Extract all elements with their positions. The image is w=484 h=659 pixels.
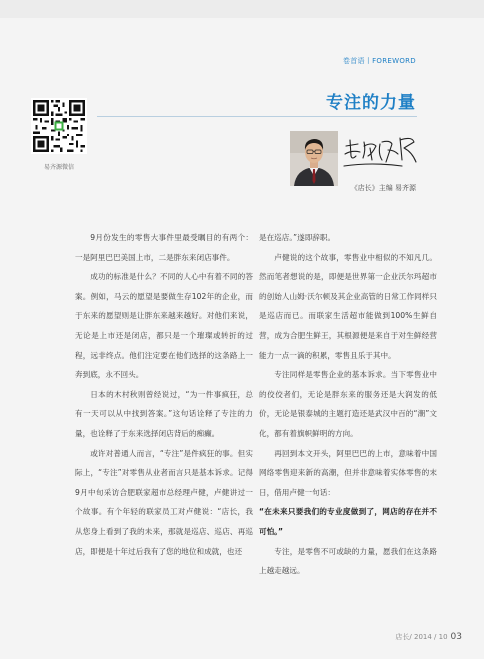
paragraph: 日本的木村秋则曾经说过，“为一件事疯狂，总有一天可以从中找到答案。”这句话诠释了专注的力量，也诠释了于东来选择闭店背后的痴癫。 — [75, 389, 253, 438]
paragraph: 卢健说的这个故事，零售业中相似的不知凡几。然而笔者想说的是，即便是世界第一企业沃尔玛超市的创始人山姆·沃尔顿及其企业高管的日常工作同样只是巡店而已。而联家生活超市能做到100%生鲜自营，成为合肥生鲜王，其根源便是来自于对生鲜经营能力一点一滴的积累，零售且乐于其中。 — [259, 252, 437, 360]
folio-text: 店长/ 2014 / 10 — [395, 633, 448, 641]
paragraph: 9月份发生的零售大事件里最受瞩目的有两个：一是阿里巴巴美国上市，二是胖东来闭店事件。 — [75, 233, 253, 262]
signature-icon — [342, 132, 418, 172]
title-rule — [97, 116, 417, 117]
paragraph: 是在巡店。”遂即辞职。 — [259, 233, 336, 242]
paragraph: 再回到本文开头，阿里巴巴的上市，意味着中国网络零售迎来新的高潮，但并非意味着实体零售的末日，借用卢健一句话： — [259, 448, 437, 497]
paragraph: 或许对普通人而言，“专注”是件疯狂的事。但实际上，“专注”对零售从业者而言只是基本诉求。记得9月中旬采访合肥联家超市总经理卢健，卢健讲过一个故事。有个年轻的联家员工对卢健说：“店长，我从您身上看到了我的未来，那就是巡店、巡店、再巡店，即便是十年过后我有了您的地位和成就，也还 — [75, 448, 253, 556]
section-label: 卷首语丨FOREWORD — [342, 57, 416, 65]
right-column — [259, 228, 437, 581]
author-portrait-icon — [290, 131, 338, 186]
page-folio — [395, 632, 462, 642]
author-byline: 《店长》主编 易齐源 — [350, 184, 416, 192]
paragraph: 专注同样是零售企业的基本诉求。当下零售业中的佼佼者们，无论是胖东来的服务还是大润发的低价，无论是银泰城的主题打造还是武汉中百的“潮”文化，都有着旗帜鲜明的方向。 — [259, 370, 437, 438]
paragraph: 专注，是零售不可或缺的力量，愿我们在这条路上越走越远。 — [259, 546, 437, 576]
qr-code-icon — [31, 98, 87, 154]
paragraph: “在未来只要我们的专业度做到了，网店的存在并不可怕。” — [259, 507, 437, 536]
page-number: 03 — [450, 632, 462, 642]
page-title: 专注的力量 — [326, 93, 416, 113]
left-column — [75, 228, 253, 561]
paragraph: 成功的标准是什么？不同的人心中有着不同的答案。例如，马云的愿望是要做生存102年的企业，而于东来的愿望则是让胖东来越来越好。对他们来说，无论是上市还是闭店，都只是一个璀璨或转折的过程，远非终点。他们注定要在他们选择的这条路上一奔到底，永不回头。 — [75, 272, 253, 380]
top-strip — [0, 0, 484, 18]
qr-caption: 易齐源微信 — [43, 164, 74, 171]
